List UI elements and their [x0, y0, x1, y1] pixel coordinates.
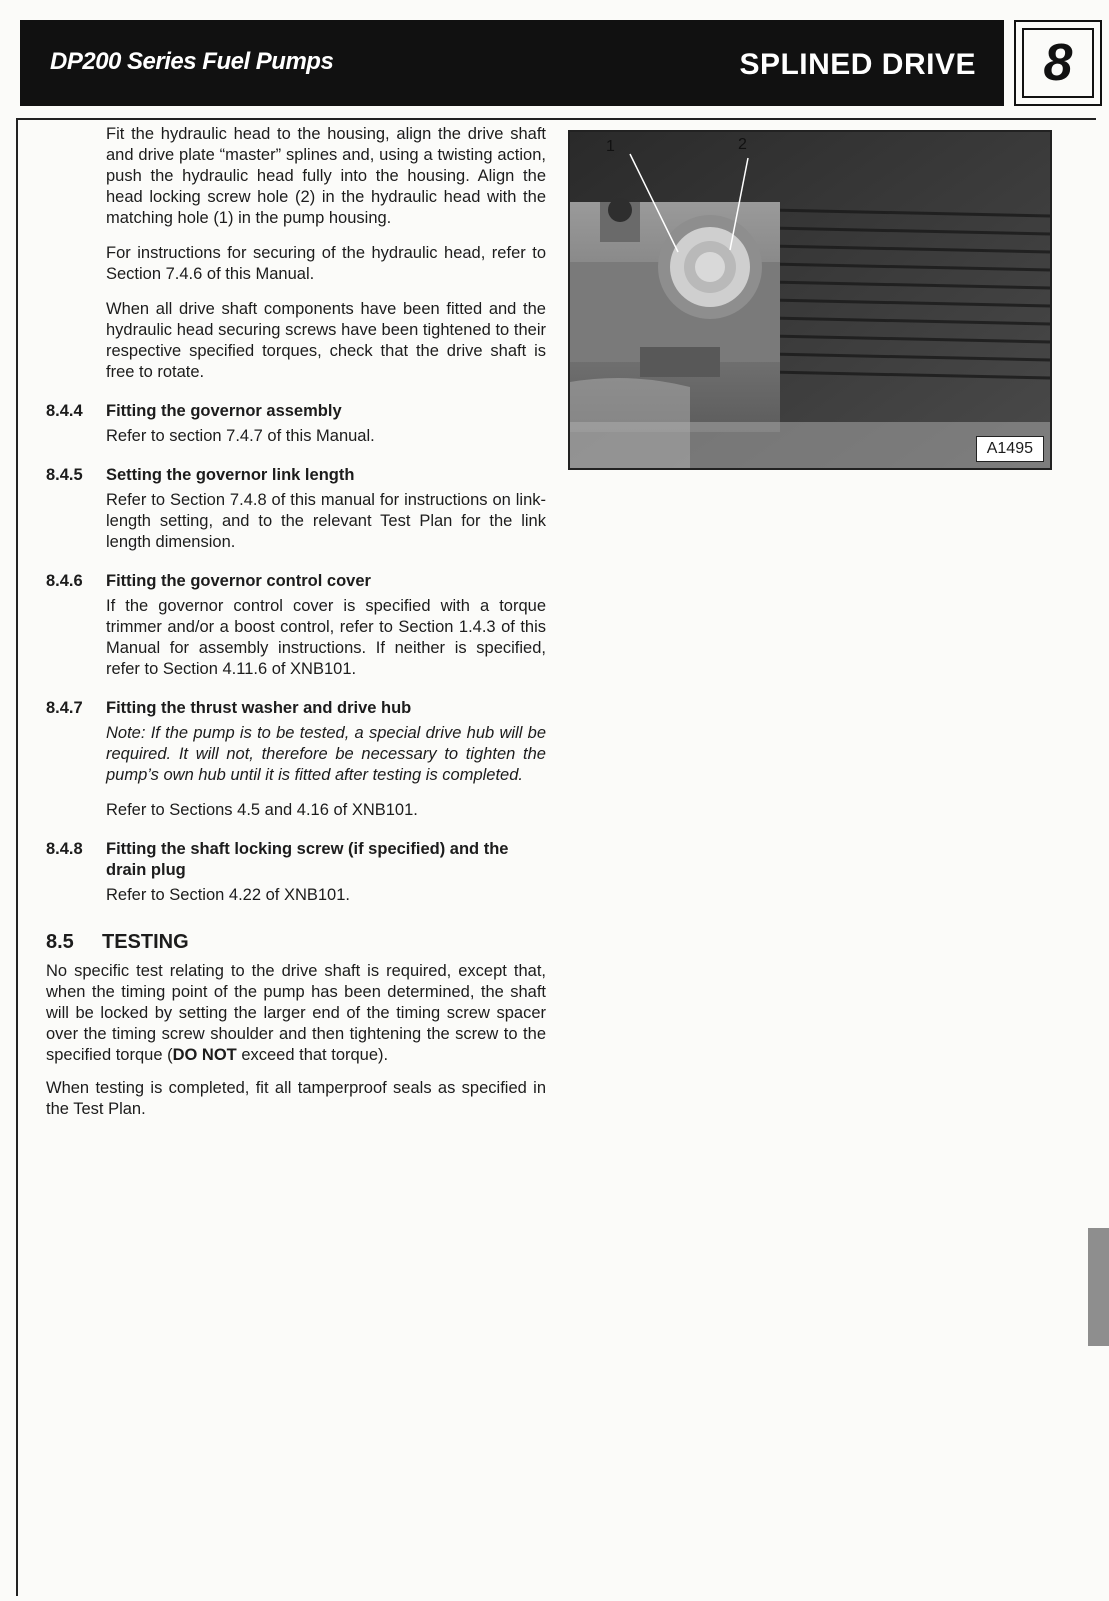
subsection-heading: [46, 698, 546, 719]
subsection-8-4-4: [46, 401, 546, 447]
header-bar: [20, 20, 1004, 106]
subsection-body: If the governor control cover is specified with a torque trimmer and/or a boost control, refer to Section 1.4.3 of this Manual for assembly instructions. If neither is specified, refer to Section 4.11.6 of XNB101.: [106, 597, 546, 678]
subsection-body: Refer to Sections 4.5 and 4.16 of XNB101.: [106, 801, 418, 819]
subsection-heading: [46, 401, 546, 422]
subsection-heading: [46, 465, 546, 486]
section-number-label: 8.5: [46, 931, 74, 953]
testing-text: No specific test relating to the drive shaft is required, except that, when the timing point of the pump has been determined, the shaft will be locked by setting the larger end of the timing screw spacer over the timing screw shoulder and then tightening the screw to the specified torque (: [46, 962, 546, 1064]
subsection-heading: [46, 839, 546, 881]
intro-paragraph: For instructions for securing of the hydraulic head, refer to Section 7.4.6 of this Manual.: [106, 244, 546, 283]
section-title-label: TESTING: [102, 931, 189, 953]
subsection-note: Note: If the pump is to be tested, a special drive hub will be required. It will not, therefore be necessary to tighten the pump’s own hub until it is fitted after testing is completed.: [106, 724, 546, 784]
subsection-title: Fitting the shaft locking screw (if specified) and the drain plug: [106, 840, 509, 879]
header-series-title: DP200 Series Fuel Pumps: [50, 48, 334, 75]
subsection-number: 8.4.5: [46, 466, 83, 484]
intro-paragraph: When all drive shaft components have been fitted and the hydraulic head securing screws have been tightened to their respective specified torques, check that the drive shaft is free to rotate.: [106, 300, 546, 381]
text-column: [46, 124, 546, 1132]
subsection-8-4-5: [46, 465, 546, 553]
section-number-box: [1014, 20, 1102, 106]
subsection-body: Refer to section 7.4.7 of this Manual.: [106, 427, 375, 445]
section-heading-testing: [46, 932, 546, 953]
subsection-body: Refer to Section 4.22 of XNB101.: [106, 886, 350, 904]
section-number: 8: [1022, 28, 1094, 98]
intro-paragraph: Fit the hydraulic head to the housing, align the drive shaft and drive plate “master” splines and, using a twisting action, push the hydraulic head fully into the housing. Align the head locking screw hole (2) in the hydraulic head with the matching hole (1) in the pump housing.: [106, 125, 546, 227]
testing-text: exceed that torque).: [236, 1046, 389, 1064]
callout-1: 1: [606, 138, 615, 155]
subsection-number: 8.4.6: [46, 572, 83, 590]
subsection-heading: [46, 571, 546, 592]
testing-emphasis: DO NOT: [172, 1046, 237, 1064]
figure-label: A1495: [976, 436, 1044, 462]
subsection-number: 8.4.8: [46, 840, 83, 858]
subsection-8-4-6: [46, 571, 546, 680]
pump-photo: [568, 130, 1052, 470]
subsection-number: 8.4.4: [46, 402, 83, 420]
subsection-number: 8.4.7: [46, 699, 83, 717]
subsection-body: Refer to Section 7.4.8 of this manual for instructions on link-length setting, and to the relevant Test Plan for the link length dimension.: [106, 491, 546, 551]
subsection-8-4-8: [46, 839, 546, 906]
subsection-title: Fitting the thrust washer and drive hub: [106, 699, 412, 717]
subsection-title: Fitting the governor control cover: [106, 572, 371, 590]
subsection-title: Setting the governor link length: [106, 466, 355, 484]
testing-paragraph: [46, 961, 546, 1066]
side-thumb-tab: [1088, 1228, 1109, 1346]
callout-2: 2: [738, 136, 747, 153]
subsection-title: Fitting the governor assembly: [106, 402, 342, 420]
testing-paragraph: When testing is completed, fit all tamperproof seals as specified in the Test Plan.: [46, 1079, 546, 1118]
pump-photo-illustration: [570, 132, 1050, 468]
header-section-title: SPLINED DRIVE: [739, 48, 976, 81]
subsection-8-4-7: [46, 698, 546, 821]
